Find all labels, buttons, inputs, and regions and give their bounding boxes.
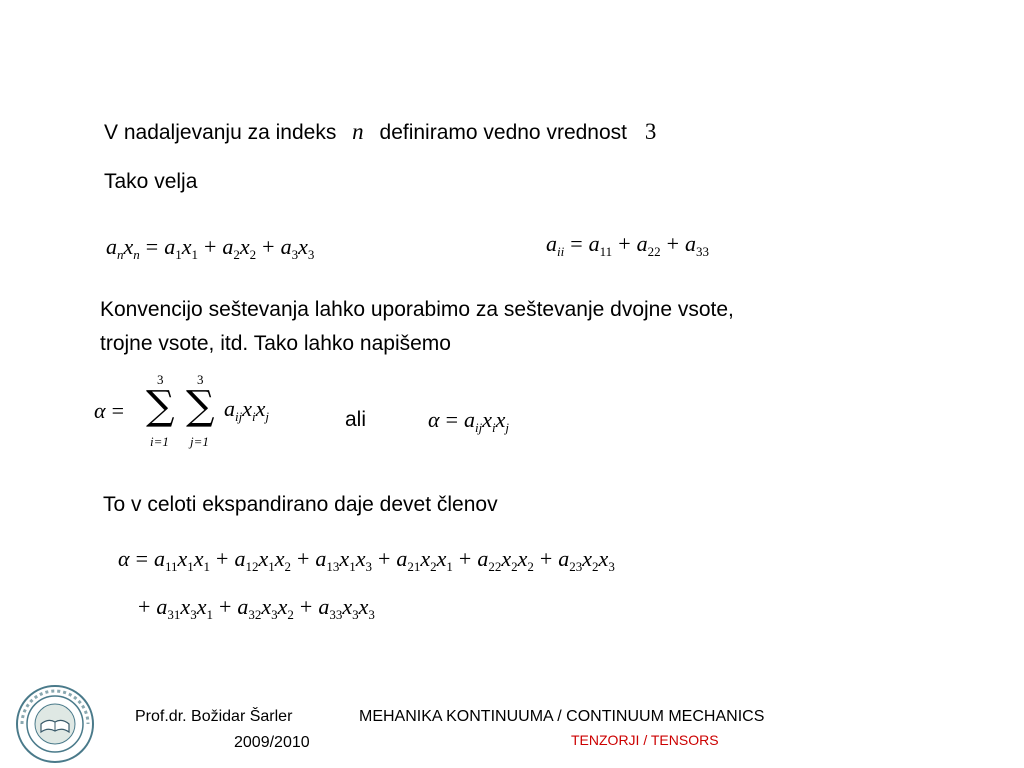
eq-symbol: x xyxy=(355,546,366,571)
eq-summand xyxy=(224,394,269,424)
eq-subscript: j xyxy=(505,420,509,435)
eq-subscript: j xyxy=(265,409,270,424)
eq-subscript: 1 xyxy=(206,607,213,622)
eq-symbol: x xyxy=(123,234,134,259)
plus-sign: + xyxy=(216,546,229,571)
eq-symbol: x xyxy=(358,594,369,619)
equation-sum-n: $a_nx_n = a_1x_1 + a_2x_2 + a_3x_3$ xyxy=(106,234,315,262)
eq-subscript: 33 xyxy=(329,607,343,622)
sum-upper-limit: 3 xyxy=(197,372,204,387)
eq-subscript: 1 xyxy=(175,247,182,262)
plus-sign: + xyxy=(297,546,310,571)
ali-text: ali xyxy=(345,408,367,431)
eq-symbol: x xyxy=(193,546,204,571)
sigma-icon: ∑ xyxy=(146,383,175,429)
sum-operator-i xyxy=(146,372,180,456)
eq-subscript: 11 xyxy=(599,244,613,259)
eq-subscript: 13 xyxy=(326,559,340,574)
eq-subscript: 22 xyxy=(488,559,502,574)
eq-symbol: x xyxy=(180,594,191,619)
eq-subscript: 1 xyxy=(446,559,453,574)
eq-subscript: 2 xyxy=(511,559,518,574)
eq-symbol: x xyxy=(420,546,431,571)
eq-symbol: a xyxy=(558,546,570,571)
eq-symbol: x xyxy=(242,396,252,421)
eq-symbol: a xyxy=(318,594,330,619)
footer-year: 2009/2010 xyxy=(234,734,310,751)
intro-line xyxy=(104,119,656,146)
eq-subscript: 3 xyxy=(190,607,197,622)
eq-symbol: x xyxy=(277,594,288,619)
eq-symbol: a xyxy=(546,231,557,256)
eq-subscript: 2 xyxy=(249,247,257,262)
intro-text: V nadaljevanju za indeks xyxy=(104,121,337,144)
eq-symbol: x xyxy=(177,546,188,571)
equation-summation-convention: $\alpha = a_{ij}x_ix_j$ xyxy=(428,407,509,435)
eq-symbol: a xyxy=(477,546,489,571)
plus-sign: + xyxy=(299,594,313,619)
eq-symbol: a xyxy=(234,546,246,571)
plus-sign: + xyxy=(218,594,232,619)
eq-symbol: x xyxy=(298,234,308,259)
eq-symbol: x xyxy=(196,594,207,619)
eq-subscript: 1 xyxy=(268,559,275,574)
expanded-row-1 xyxy=(118,544,615,574)
eq-symbol: x xyxy=(482,407,492,432)
eq-symbol: x xyxy=(598,546,609,571)
eq-subscript: 2 xyxy=(233,247,240,262)
eq-subscript: 33 xyxy=(696,244,710,259)
plus-sign: + xyxy=(458,546,472,571)
eq-symbol: x xyxy=(495,407,506,432)
footer-course: MEHANIKA KONTINUUMA / CONTINUUM MECHANICS xyxy=(359,708,765,725)
eq-subscript: 32 xyxy=(248,607,262,622)
eq-subscript: 3 xyxy=(352,607,359,622)
eq-subscript: 1 xyxy=(187,559,194,574)
eq-symbol: x xyxy=(255,396,266,421)
eq-symbol: x xyxy=(339,546,350,571)
eq-subscript: 21 xyxy=(407,559,421,574)
equation-double-sum xyxy=(94,372,304,456)
alpha-symbol: α xyxy=(118,546,130,571)
paragraph-line-2: trojne vsote, itd. Tako lahko napišemo xyxy=(100,332,451,355)
eq-symbol: a xyxy=(106,234,117,259)
expanded-row-2 xyxy=(138,592,375,622)
eq-subscript: 2 xyxy=(287,607,294,622)
eq-subscript: 22 xyxy=(647,244,661,259)
eq-symbol: a xyxy=(222,234,234,259)
eq-symbol: a xyxy=(153,546,165,571)
eq-subscript: 1 xyxy=(349,559,356,574)
eq-subscript: i xyxy=(491,420,496,435)
plus-sign: + xyxy=(138,594,151,619)
eq-symbol: x xyxy=(501,546,512,571)
eq-subscript: n xyxy=(117,247,124,262)
eq-subscript: ij xyxy=(474,420,483,435)
eq-subscript: 2 xyxy=(527,559,534,574)
eq-subscript: 11 xyxy=(164,559,178,574)
plus-sign: + xyxy=(377,546,391,571)
eq-lhs: α = xyxy=(94,398,124,423)
eq-subscript: 2 xyxy=(430,559,437,574)
index-value: 3 xyxy=(644,119,657,144)
eq-symbol: x xyxy=(436,546,447,571)
eq-symbol: a xyxy=(685,231,697,256)
eq-subscript: 3 xyxy=(271,607,278,622)
eq-symbol: a xyxy=(156,594,168,619)
eq-symbol: a xyxy=(280,234,292,259)
eq-subscript: 1 xyxy=(203,559,211,574)
eq-subscript: 3 xyxy=(608,559,615,574)
paragraph-line-1: Konvencijo seštevanja lahko uporabimo za seštevanje dvojne vsote, xyxy=(100,298,734,321)
sum-upper-limit: 3 xyxy=(157,372,164,387)
footer-author: Prof.dr. Božidar Šarler xyxy=(135,708,293,725)
eq-symbol: x xyxy=(517,546,528,571)
eq-symbol: x xyxy=(582,546,593,571)
eq-subscript: 12 xyxy=(245,559,259,574)
equation-trace: $a_{ii} = a_{11} + a_{22} + a_{33}$ xyxy=(546,231,710,259)
eq-subscript: ii xyxy=(557,244,565,259)
eq-symbol: x xyxy=(239,234,250,259)
eq-subscript: 2 xyxy=(592,559,599,574)
equals-sign: = xyxy=(135,546,148,571)
eq-subscript: 2 xyxy=(284,559,291,574)
eq-symbol: α xyxy=(428,407,440,432)
eq-symbol: x xyxy=(261,594,272,619)
eq-subscript: 3 xyxy=(307,247,315,262)
eq-symbol: a xyxy=(237,594,249,619)
eq-subscript: 23 xyxy=(569,559,583,574)
eq-symbol: x xyxy=(181,234,192,259)
eq-subscript: 3 xyxy=(368,607,375,622)
sum-operator-j xyxy=(186,372,220,456)
eq-symbol: a xyxy=(224,396,235,421)
footer-topic: TENZORJI / TENSORS xyxy=(571,732,719,748)
eq-symbol: a xyxy=(396,546,408,571)
eq-symbol: x xyxy=(274,546,285,571)
eq-symbol: x xyxy=(258,546,269,571)
expanded-intro: To v celoti ekspandirano daje devet členov xyxy=(103,493,498,516)
university-seal-icon xyxy=(10,684,100,764)
sum-lower-limit: i=1 xyxy=(150,434,169,449)
eq-symbol: a xyxy=(164,234,176,259)
eq-subscript: n xyxy=(133,247,140,262)
eq-symbol: x xyxy=(342,594,353,619)
eq-symbol: a xyxy=(588,231,600,256)
tako-velja: Tako velja xyxy=(104,170,198,193)
eq-subscript: 31 xyxy=(167,607,181,622)
eq-subscript: 1 xyxy=(191,247,198,262)
eq-symbol: a xyxy=(636,231,648,256)
sigma-icon: ∑ xyxy=(186,383,215,429)
eq-symbol: a xyxy=(315,546,327,571)
plus-sign: + xyxy=(539,546,553,571)
sum-lower-limit: j=1 xyxy=(190,434,209,449)
eq-subscript: 3 xyxy=(365,559,372,574)
index-variable: n xyxy=(352,119,364,144)
intro-text-2: definiramo vedno vrednost xyxy=(379,121,627,144)
eq-subscript: i xyxy=(252,409,256,424)
eq-subscript: ij xyxy=(235,409,243,424)
eq-subscript: 3 xyxy=(291,247,299,262)
eq-symbol: α xyxy=(94,398,106,423)
eq-symbol: a xyxy=(463,407,475,432)
